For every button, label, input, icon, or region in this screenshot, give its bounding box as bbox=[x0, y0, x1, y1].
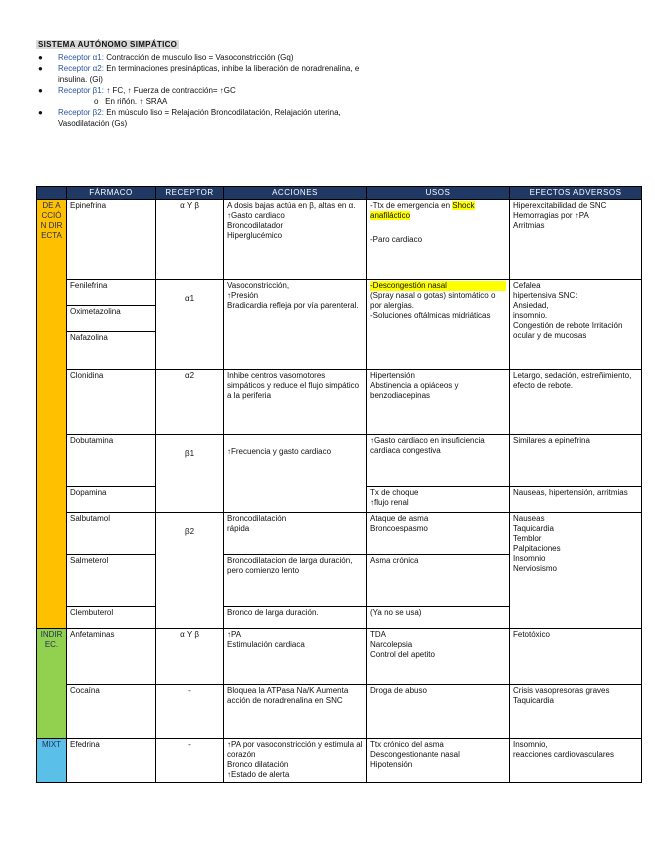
category-indirecta: INDIREC. bbox=[37, 629, 67, 739]
receptor-name: Receptor β1: bbox=[58, 86, 104, 95]
uso-line: Descongestionante nasal bbox=[370, 750, 460, 759]
farmaco-cell: Dobutamina bbox=[67, 435, 156, 487]
table-row bbox=[37, 435, 642, 487]
receptor-text: Contracción de musculo liso = Vasoconstricción (Gq) bbox=[106, 53, 294, 62]
efectos-cell: Similares a epinefrina bbox=[510, 435, 642, 487]
usos-cell: Droga de abuso bbox=[367, 685, 510, 739]
usos-cell: Asma crónica bbox=[367, 555, 510, 607]
table-row bbox=[37, 629, 642, 685]
farmaco-cell: Clonidina bbox=[67, 370, 156, 435]
category-mixta: MIXT bbox=[37, 739, 67, 783]
farmaco-cell: Epinefrina bbox=[67, 200, 156, 280]
page-title: SISTEMA AUTÓNOMO SIMPÁTICO bbox=[38, 40, 178, 49]
receptor-name: Receptor α2: bbox=[58, 64, 104, 73]
bullet-icon: ● bbox=[38, 108, 43, 117]
table-row bbox=[37, 370, 642, 435]
farmaco-cell: Efedrina bbox=[67, 739, 156, 783]
acciones-cell bbox=[224, 280, 367, 370]
receptor-item bbox=[36, 52, 361, 63]
efecto-line: hipertensiva SNC: bbox=[513, 291, 578, 300]
table-row bbox=[37, 513, 642, 555]
acciones-cell bbox=[224, 739, 367, 783]
uso-line: (Spray nasal o gotas) sintomático o por alergias. bbox=[370, 291, 496, 310]
farmaco-cell: Fenilefrina bbox=[67, 280, 156, 306]
efecto-line: Temblor bbox=[513, 534, 542, 543]
efecto-line: Palpitaciones bbox=[513, 544, 561, 553]
efecto-line: Congestión de rebote Irritación ocular y de mucosas bbox=[513, 321, 623, 340]
receptor-text: En terminaciones presinápticas, inhibe la liberación de noradrenalina, e insulina. (Gi) bbox=[58, 64, 360, 84]
usos-cell bbox=[367, 513, 510, 555]
efectos-cell bbox=[510, 685, 642, 739]
receptor-name: Receptor α1: bbox=[58, 53, 104, 62]
efectos-cell: Letargo, sedación, estreñimiento, efecto de rebote. bbox=[510, 370, 642, 435]
accion-line: rápida bbox=[227, 524, 250, 533]
usos-cell: ↑Gasto cardiaco en insuficiencia cardiaca congestiva bbox=[367, 435, 510, 487]
acciones-cell: ↑Frecuencia y gasto cardiaco bbox=[224, 435, 367, 513]
uso-line: Ataque de asma bbox=[370, 514, 429, 523]
usos-cell bbox=[367, 487, 510, 513]
accion-line: ↑Gasto cardiaco bbox=[227, 211, 285, 220]
circle-bullet-icon: o bbox=[94, 97, 99, 106]
farmaco-cell: Nafazolina bbox=[67, 332, 156, 370]
efectos-cell: Fetotóxico bbox=[510, 629, 642, 685]
receptor-cell: α1 bbox=[156, 280, 224, 370]
uso-line: Ttx crónico del asma bbox=[370, 740, 444, 749]
farmaco-cell: Salmeterol bbox=[67, 555, 156, 607]
uso-line: -Soluciones oftálmicas midriáticas bbox=[370, 311, 491, 320]
accion-line: ↑Presión bbox=[227, 291, 259, 300]
efecto-line: Insomnio bbox=[513, 554, 546, 563]
receptor-subtext: En riñón. ↑ SRAA bbox=[105, 97, 168, 106]
farmaco-cell: Oximetazolina bbox=[67, 306, 156, 332]
farmaco-cell: Dopamina bbox=[67, 487, 156, 513]
efecto-line: Taquicardia bbox=[513, 696, 554, 705]
accion-line: Estimulación cardiaca bbox=[227, 640, 305, 649]
uso-line: Narcolepsia bbox=[370, 640, 413, 649]
farmaco-cell: Clembuterol bbox=[67, 607, 156, 629]
farmaco-cell: Anfetaminas bbox=[67, 629, 156, 685]
receptor-subitem bbox=[58, 96, 361, 107]
accion-line: ↑Estado de alerta bbox=[227, 770, 290, 779]
uso-highlight: Shock anafiláctico bbox=[370, 201, 475, 220]
table-row bbox=[37, 200, 642, 280]
category-directa: DE ACCIÓN DIRECTA bbox=[37, 200, 67, 629]
receptor-list bbox=[36, 52, 361, 129]
bullet-icon: ● bbox=[38, 64, 43, 73]
efecto-line: Nauseas bbox=[513, 514, 545, 523]
uso-line: Hipotensión bbox=[370, 760, 413, 769]
efecto-line: Hemorragias por ↑PA bbox=[513, 211, 589, 220]
accion-line: Broncodilatación bbox=[227, 514, 287, 523]
uso-line: -Paro cardiaco bbox=[370, 235, 423, 244]
efecto-line: Taquicardia bbox=[513, 524, 554, 533]
header-category bbox=[37, 187, 67, 200]
receptor-cell: - bbox=[156, 685, 224, 739]
accion-line: Bronco dilatación bbox=[227, 760, 289, 769]
usos-cell bbox=[367, 370, 510, 435]
table-header-row bbox=[37, 187, 642, 200]
efecto-line: Cefalea bbox=[513, 281, 541, 290]
accion-line: A dosis bajas actúa en β, altas en α. bbox=[227, 201, 356, 210]
uso-line: ↑flujo renal bbox=[370, 498, 409, 507]
uso-line: TDA bbox=[370, 630, 386, 639]
acciones-cell: Bronco de larga duración. bbox=[224, 607, 367, 629]
uso-line: Broncoespasmo bbox=[370, 524, 428, 533]
receptor-item bbox=[36, 85, 361, 107]
header-usos: USOS bbox=[367, 187, 510, 200]
efecto-line: Ansiedad, bbox=[513, 301, 549, 310]
efecto-line: Nerviosismo bbox=[513, 564, 558, 573]
receptor-text: En músculo liso = Relajación Broncodilatación, Relajación uterina, Vasodilatación (Gs) bbox=[58, 108, 341, 128]
receptor-cell: α Y β bbox=[156, 629, 224, 685]
acciones-cell: Bloquea la ATPasa Na/K Aumenta acción de noradrenalina en SNC bbox=[224, 685, 367, 739]
efectos-cell bbox=[510, 739, 642, 783]
receptor-name: Receptor β2: bbox=[58, 108, 104, 117]
receptor-text: ↑ FC, ↑ Fuerza de contracción= ↑GC bbox=[106, 86, 236, 95]
receptor-cell: α2 bbox=[156, 370, 224, 435]
farmaco-cell: Cocaína bbox=[67, 685, 156, 739]
uso-line: Control del apetito bbox=[370, 650, 435, 659]
receptor-cell: α Y β bbox=[156, 200, 224, 280]
accion-line: Hiperglucémico bbox=[227, 231, 283, 240]
uso-line: Hipertensión bbox=[370, 371, 415, 380]
efecto-line: Crisis vasopresoras graves bbox=[513, 686, 610, 695]
header-receptor: RECEPTOR bbox=[156, 187, 224, 200]
acciones-cell bbox=[224, 200, 367, 280]
table-row bbox=[37, 685, 642, 739]
efecto-line: reacciones cardiovasculares bbox=[513, 750, 614, 759]
receptor-cell: - bbox=[156, 739, 224, 783]
accion-line: Broncodilatador bbox=[227, 221, 284, 230]
bullet-icon: ● bbox=[38, 53, 43, 62]
header-efectos: EFECTOS ADVERSOS bbox=[510, 187, 642, 200]
acciones-cell: Inhibe centros vasomotores simpáticos y reduce el flujo simpático a la periferia bbox=[224, 370, 367, 435]
efecto-line: Arritmias bbox=[513, 221, 545, 230]
table-row bbox=[37, 739, 642, 783]
usos-cell bbox=[367, 629, 510, 685]
receptor-cell: β1 bbox=[156, 435, 224, 513]
header-farmaco: FÁRMACO bbox=[67, 187, 156, 200]
uso-line: Tx de choque bbox=[370, 488, 419, 497]
efecto-line: Insomnio, bbox=[513, 740, 548, 749]
acciones-cell bbox=[224, 513, 367, 555]
efectos-cell bbox=[510, 513, 642, 629]
usos-cell bbox=[367, 280, 510, 370]
accion-line: Bradicardia refleja por vía parenteral. bbox=[227, 301, 359, 310]
usos-cell bbox=[367, 739, 510, 783]
farmaco-cell: Salbutamol bbox=[67, 513, 156, 555]
efecto-line: insomnio. bbox=[513, 311, 548, 320]
accion-line: ↑PA bbox=[227, 630, 242, 639]
efectos-cell: Nauseas, hipertensión, arritmias bbox=[510, 487, 642, 513]
efecto-line: Hiperexcitabilidad de SNC bbox=[513, 201, 607, 210]
receptor-item bbox=[36, 107, 361, 129]
efectos-cell bbox=[510, 280, 642, 370]
uso-highlight: -Descongestión nasal bbox=[370, 281, 506, 291]
receptor-cell: β2 bbox=[156, 513, 224, 629]
uso-text: -Ttx de emergencia en bbox=[370, 201, 453, 210]
uso-line: Abstinencia a opiáceos y benzodiacepinas bbox=[370, 381, 459, 400]
accion-line: Vasoconstricción, bbox=[227, 281, 290, 290]
bullet-icon: ● bbox=[38, 86, 43, 95]
usos-cell: (Ya no se usa) bbox=[367, 607, 510, 629]
receptor-item bbox=[36, 63, 361, 85]
acciones-cell bbox=[224, 629, 367, 685]
drug-table bbox=[36, 186, 642, 783]
table-row bbox=[37, 280, 642, 306]
efectos-cell bbox=[510, 200, 642, 280]
usos-cell bbox=[367, 200, 510, 280]
accion-line: ↑PA por vasoconstricción y estimula al corazón bbox=[227, 740, 363, 759]
acciones-cell: Broncodilatacion de larga duración, pero comienzo lento bbox=[224, 555, 367, 607]
header-acciones: ACCIONES bbox=[224, 187, 367, 200]
